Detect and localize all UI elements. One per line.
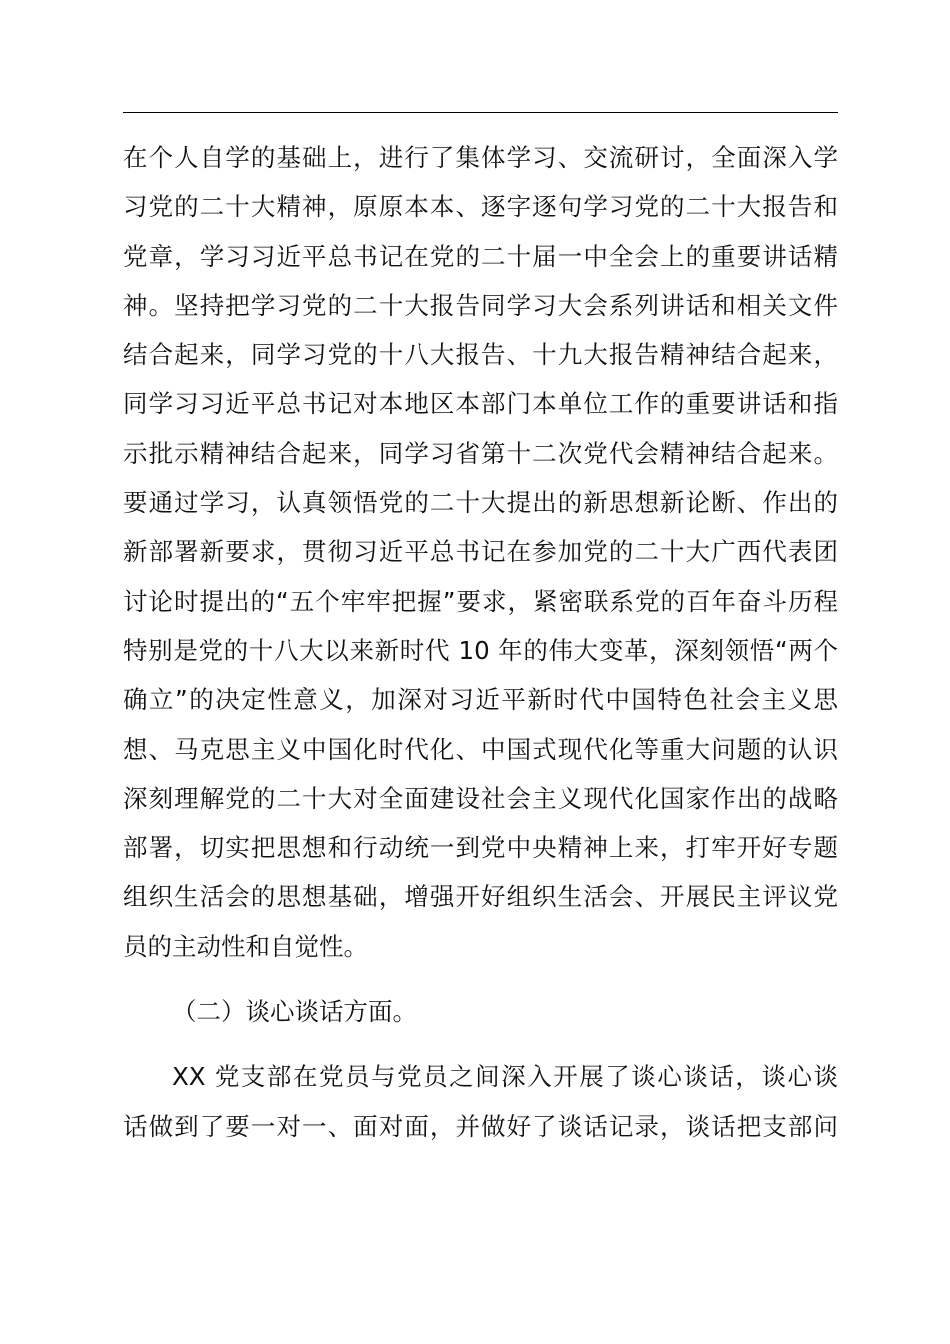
section-heading: （二）谈心谈话方面。 (172, 997, 417, 1027)
text-line: 部署，切实把思想和行动统一到党中央精神上来，打牢开好专题 (123, 833, 838, 863)
text-line: XX 党支部在党员与党员之间深入开展了谈心谈话，谈心谈 (172, 1062, 838, 1092)
text-line: 党章，学习习近平总书记在党的二十届一中全会上的重要讲话精 (123, 241, 838, 271)
text-line: 习党的二十大精神，原原本本、逐字逐句学习党的二十大报告和 (123, 192, 838, 222)
text-line: 话做到了要一对一、面对面，并做好了谈话记录，谈话把支部问 (123, 1111, 838, 1141)
text-line: 神。坚持把学习党的二十大报告同学习大会系列讲话和相关文件 (123, 290, 838, 320)
text-line: 要通过学习，认真领悟党的二十大提出的新思想新论断、作出的 (123, 488, 838, 518)
paragraph-study (123, 133, 838, 971)
text-line: 示批示精神结合起来，同学习省第十二次党代会精神结合起来。 (123, 438, 838, 468)
text-line: 新部署新要求，贯彻习近平总书记在参加党的二十大广西代表团 (123, 537, 838, 567)
text-line: 在个人自学的基础上，进行了集体学习、交流研讨，全面深入学 (123, 143, 838, 172)
text-line: 深刻理解党的二十大对全面建设社会主义现代化国家作出的战略 (123, 783, 838, 813)
text-line: 确立”的决定性意义，加深对习近平新时代中国特色社会主义思 (123, 685, 838, 715)
document-body (123, 133, 838, 1151)
text-line: 特别是党的十八大以来新时代 10 年的伟大变革，深刻领悟“两个 (123, 635, 838, 665)
text-line: 组织生活会的思想基础，增强开好组织生活会、开展民主评议党 (123, 882, 838, 912)
text-line: 讨论时提出的“五个牢牢把握”要求，紧密联系党的百年奋斗历程 (123, 586, 838, 616)
header-rule (123, 112, 838, 113)
text-line: 结合起来，同学习党的十八大报告、十九大报告精神结合起来， (123, 340, 838, 370)
text-line: 同学习习近平总书记对本地区本部门本单位工作的重要讲话和指 (123, 389, 838, 419)
text-line: 想、马克思主义中国化时代化、中国式现代化等重大问题的认识 (123, 734, 838, 764)
text-line: 员的主动性和自觉性。 (123, 931, 368, 961)
paragraph-talks (123, 1052, 838, 1151)
